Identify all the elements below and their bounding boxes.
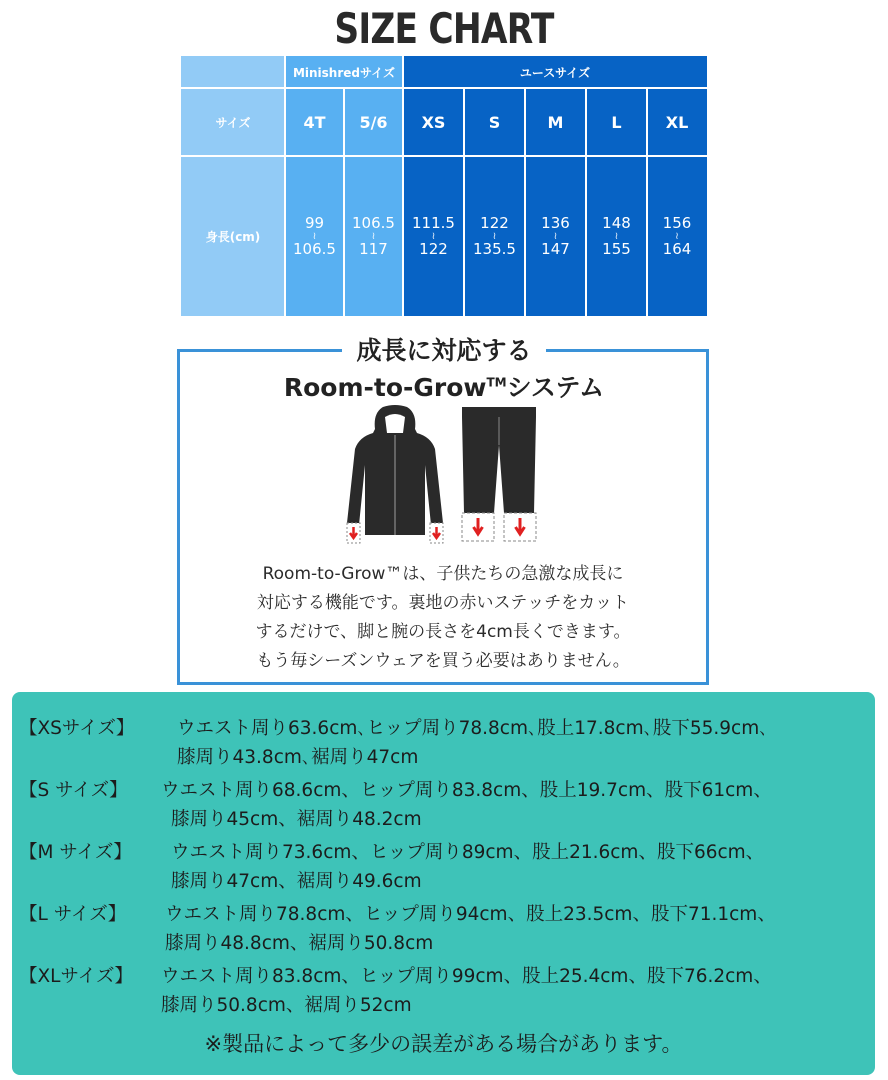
grid-line	[646, 88, 648, 316]
height-s	[464, 156, 525, 316]
group-minishred: Minishredサイズ	[285, 56, 403, 88]
spec-label: 【XSサイズ】	[19, 718, 135, 739]
range-mark: ≀	[312, 230, 317, 242]
group-youth: ユースサイズ	[403, 56, 707, 88]
size-m: M	[525, 88, 586, 156]
rtg-title-text: 成長に対応する	[342, 336, 545, 365]
height-top: 156	[662, 213, 692, 232]
corner-cell	[181, 56, 285, 88]
spec-line2: 膝周り43.8cm､裾周り47cm	[177, 747, 419, 768]
spec-label: 【L サイズ】	[19, 904, 127, 925]
rtg-description	[198, 560, 688, 676]
rtg-title-line1	[0, 331, 888, 367]
height-bottom: 122	[419, 239, 448, 258]
spec-label: 【M サイズ】	[19, 842, 132, 863]
grid-line	[402, 56, 404, 316]
height-bottom: 117	[359, 239, 388, 258]
grid-line	[463, 88, 465, 316]
height-bottom: 135.5	[473, 239, 516, 258]
height-top: 106.5	[352, 213, 395, 232]
height-top: 122	[480, 213, 509, 232]
spec-line1: ウエスト周り83.8cm、ヒップ周り99cm、股上25.4cm、股下76.2cm、	[161, 966, 772, 987]
tolerance-note: ※製品によって多少の誤差がある場合があります。	[204, 1032, 683, 1056]
spec-line1: ウエスト周り78.8cm、ヒップ周り94cm、股上23.5cm、股下71.1cm、	[165, 904, 776, 925]
spec-line2: 膝周り50.8cm、裾周り52cm	[161, 995, 412, 1016]
height-5-6	[344, 156, 403, 316]
height-top: 148	[602, 213, 631, 232]
range-mark: ≀	[675, 230, 679, 242]
size-row-label: サイズ	[181, 88, 285, 156]
spec-line2: 膝周り47cm、裾周り49.6cm	[171, 871, 422, 892]
height-bottom: 147	[541, 239, 570, 258]
grid-line	[181, 87, 707, 89]
range-mark: ≀	[492, 230, 497, 242]
grid-line	[343, 88, 345, 316]
rtg-title2-a: Room-to-Grow	[283, 373, 487, 402]
height-row-label: 身長(cm)	[181, 156, 285, 316]
rtg-desc-line: 対応する機能です。裏地の赤いステッチをカット	[256, 593, 630, 613]
size-xl: XL	[647, 88, 707, 156]
spec-line1: ウエスト周り68.6cm、ヒップ周り83.8cm、股上19.7cm、股下61cm、	[161, 780, 772, 801]
height-bottom: 164	[662, 239, 692, 258]
rtg-desc-line: Room-to-Grow™は、子供たちの急激な成長に	[262, 564, 624, 584]
size-xs: XS	[403, 88, 464, 156]
height-top: 111.5	[412, 213, 455, 232]
tm-mark: TM	[486, 375, 507, 390]
grid-line	[181, 155, 707, 157]
range-mark: ≀	[431, 230, 436, 242]
size-l: L	[586, 88, 647, 156]
size-spec-box	[12, 692, 875, 1075]
height-4t	[285, 156, 344, 316]
height-xs	[403, 156, 464, 316]
range-mark: ≀	[553, 230, 558, 242]
rtg-desc-line: もう毎シーズンウェアを買う必要はありません。	[256, 651, 630, 671]
size-table	[181, 56, 707, 316]
height-l	[586, 156, 647, 316]
pants-icon	[458, 405, 540, 543]
grid-line	[585, 88, 587, 316]
spec-label: 【XLサイズ】	[19, 966, 134, 987]
page-title: SIZE CHART	[334, 4, 554, 53]
height-bottom: 106.5	[293, 239, 336, 258]
spec-line2: 膝周り48.8cm、裾周り50.8cm	[165, 933, 434, 954]
size-5-6: 5/6	[344, 88, 403, 156]
height-bottom: 155	[602, 239, 631, 258]
range-mark: ≀	[371, 230, 376, 242]
height-top: 136	[541, 213, 570, 232]
height-m	[525, 156, 586, 316]
grid-line	[524, 88, 526, 316]
size-s: S	[464, 88, 525, 156]
rtg-title-line2	[0, 368, 888, 404]
spec-label: 【S サイズ】	[19, 780, 128, 801]
rtg-desc-line: するだけで、脚と腕の長さを4cm長くできます。	[255, 622, 631, 642]
spec-line2: 膝周り45cm、裾周り48.2cm	[171, 809, 422, 830]
spec-line1: ウエスト周り73.6cm、ヒップ周り89cm、股上21.6cm、股下66cm、	[171, 842, 765, 863]
grid-line	[284, 56, 286, 316]
spec-line1: ウエスト周り63.6cm､ヒップ周り78.8cm､股上17.8cm､股下55.9cm､	[177, 718, 769, 739]
rtg-title2-b: システム	[506, 373, 605, 402]
height-top: 99	[304, 213, 325, 232]
height-xl	[647, 156, 707, 316]
size-4t: 4T	[285, 88, 344, 156]
range-mark: ≀	[614, 230, 619, 242]
jacket-icon	[345, 405, 445, 545]
